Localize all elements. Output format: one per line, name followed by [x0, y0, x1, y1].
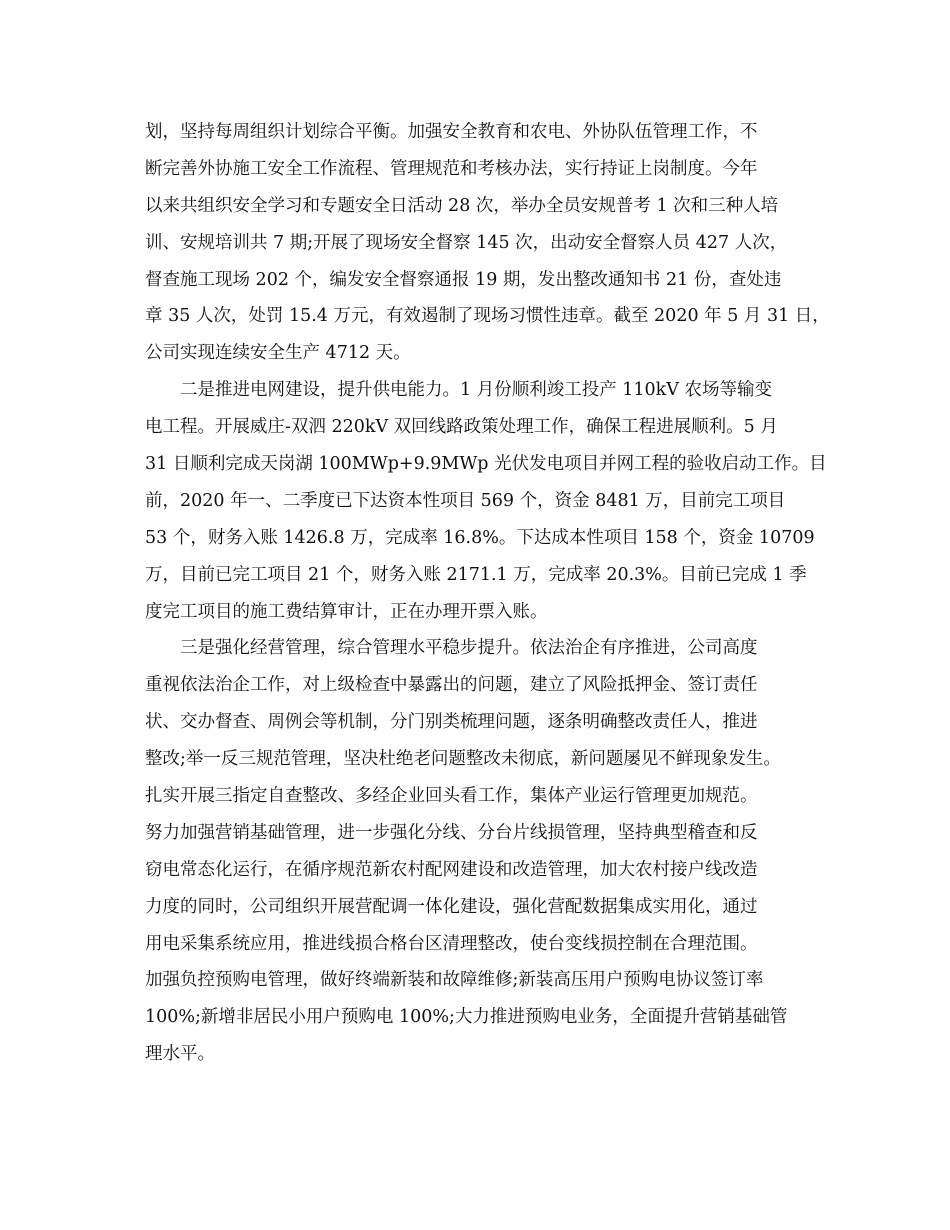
- text-line: 断完善外协施工安全工作流程、管理规范和考核办法，实行持证上岗制度。今年: [145, 158, 758, 179]
- text-line: 划，坚持每周组织计划综合平衡。加强安全教育和农电、外协队伍管理工作，不: [145, 122, 758, 142]
- text-line: 加强负控预购电管理，做好终端新装和故障维修;新装高压用户预购电协议签订率: [145, 970, 764, 991]
- text-line: 二是推进电网建设，提升供电能力。1 月份顺利竣工投产 110kV 农场等输变: [145, 380, 772, 401]
- text-line: 理水平。: [145, 1044, 215, 1065]
- text-line: 努力加强营销基础管理，进一步强化分线、分台片线损管理，坚持典型稽查和反: [145, 822, 758, 843]
- document-body: [145, 114, 835, 1073]
- text-line: 31 日顺利完成天岗湖 100MWp+9.9MWp 光伏发电项目并网工程的验收启动工作。目: [145, 454, 827, 475]
- paragraph-grid-construction: [145, 372, 835, 630]
- text-line: 度完工项目的施工费结算审计，正在办理开票入账。: [145, 601, 548, 622]
- text-line: 电工程。开展威庄-双泗 220kV 双回线路政策处理工作，确保工程进展顺利。5 月: [145, 417, 778, 438]
- text-line: 53 个，财务入账 1426.8 万，完成率 16.8%。下达成本性项目 158 个，资金 10709: [145, 527, 815, 548]
- text-line: 以来共组织安全学习和专题安全日活动 28 次，举办全员安规普考 1 次和三种人培: [145, 195, 779, 216]
- text-line: 用电采集系统应用，推进线损合格台区清理整改，使台变线损控制在合理范围。: [145, 933, 758, 954]
- text-line: 章 35 人次，处罚 15.4 万元，有效遏制了现场习惯性违章。截至 2020 年 5 月 31 日，: [145, 306, 830, 327]
- text-line: 公司实现连续安全生产 4712 天。: [145, 343, 411, 364]
- text-line: 整改;举一反三规范管理，坚决杜绝老问题整改未彻底，新问题屡见不鲜现象发生。: [145, 749, 781, 770]
- text-line: 窃电常态化运行，在循序规范新农村配网建设和改造管理，加大农村接户线改造: [145, 859, 758, 880]
- text-line: 万，目前已完工项目 21 个，财务入账 2171.1 万，完成率 20.3%。目前已完成 1 季: [145, 564, 807, 585]
- text-line: 三是强化经营管理，综合管理水平稳步提升。依法治企有序推进，公司高度: [145, 638, 758, 659]
- text-line: 力度的同时，公司组织开展营配调一体化建设，强化营配数据集成实用化，通过: [145, 896, 758, 917]
- text-line: 督查施工现场 202 个，编发安全督察通报 19 期，发出整改通知书 21 份，查处违: [145, 269, 782, 290]
- text-line: 前，2020 年一、二季度已下达资本性项目 569 个，资金 8481 万，目前完工项目: [145, 490, 786, 511]
- text-line: 状、交办督查、周例会等机制，分门别类梳理问题，逐条明确整改责任人，推进: [145, 712, 758, 733]
- text-line: 100%;新增非居民小用户预购电 100%;大力推进预购电业务，全面提升营销基础管: [145, 1007, 788, 1028]
- paragraph-safety: [145, 114, 835, 372]
- text-line: 重视依法治企工作，对上级检查中暴露出的问题，建立了风险抵押金、签订责任: [145, 675, 758, 696]
- text-line: 训、安规培训共 7 期;开展了现场安全督察 145 次，出动安全督察人员 427 人次，: [145, 232, 788, 253]
- paragraph-operation-management: [145, 630, 835, 1073]
- text-line: 扎实开展三指定自查整改、多经企业回头看工作，集体产业运行管理更加规范。: [145, 786, 758, 807]
